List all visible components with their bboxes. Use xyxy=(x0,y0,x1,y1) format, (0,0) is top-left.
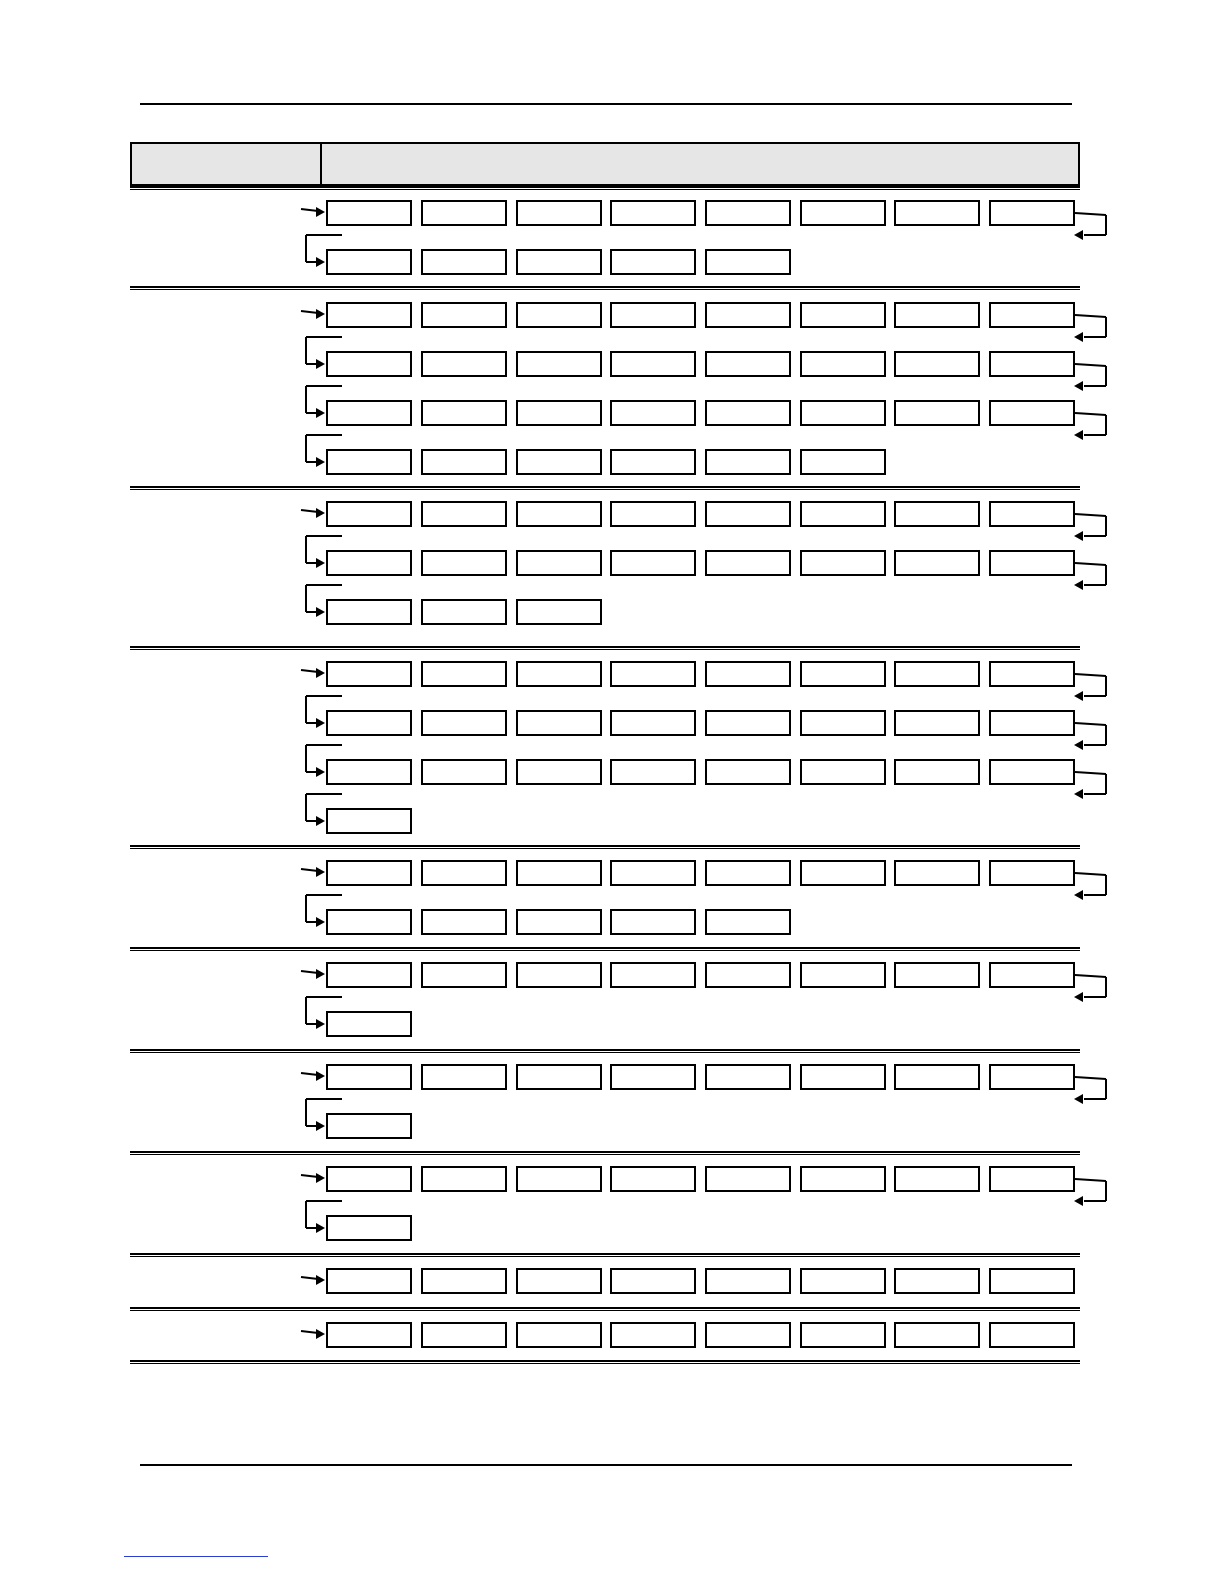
entry-arrow-shaft xyxy=(301,971,318,973)
entry-arrow-shaft xyxy=(301,209,318,211)
flow-cell xyxy=(705,501,791,527)
flow-cell xyxy=(610,1166,696,1192)
flow-cell xyxy=(989,661,1075,687)
flow-cell xyxy=(894,860,980,886)
continue-arrow-head xyxy=(1074,740,1083,750)
flow-cell xyxy=(894,200,980,226)
continue-arrow-top xyxy=(1075,413,1106,415)
continue-arrow-head xyxy=(1074,992,1083,1002)
group-separator xyxy=(130,1049,1080,1053)
flow-cell xyxy=(989,1064,1075,1090)
flow-cell xyxy=(421,1166,507,1192)
entry-arrow-head xyxy=(316,508,325,518)
flow-cell xyxy=(610,249,696,275)
flow-cell xyxy=(894,759,980,785)
flow-cell xyxy=(421,302,507,328)
flow-cell xyxy=(989,550,1075,576)
wrap-arrow-head xyxy=(316,457,325,467)
flow-cell xyxy=(705,449,791,475)
wrap-arrow-head xyxy=(316,1019,325,1029)
flow-cell xyxy=(989,1268,1075,1294)
flow-cell xyxy=(610,962,696,988)
flow-cell xyxy=(705,351,791,377)
flow-cell xyxy=(705,400,791,426)
continue-arrow-top xyxy=(1075,723,1106,725)
flow-cell xyxy=(516,759,602,785)
entry-arrow-shaft xyxy=(301,1331,318,1333)
continue-arrow-head xyxy=(1074,430,1083,440)
flow-cell xyxy=(326,501,412,527)
wrap-arrow-head xyxy=(316,257,325,267)
flow-cell xyxy=(516,200,602,226)
flow-cell xyxy=(421,710,507,736)
flow-cell xyxy=(421,200,507,226)
flow-cell xyxy=(421,661,507,687)
flow-cell xyxy=(421,599,507,625)
group-separator xyxy=(130,646,1080,650)
flow-cell xyxy=(421,449,507,475)
continue-arrow-head xyxy=(1074,1196,1083,1206)
entry-arrow-shaft xyxy=(301,1073,318,1075)
continue-arrow-top xyxy=(1075,975,1106,977)
flow-cell xyxy=(610,1268,696,1294)
flow-cell xyxy=(326,661,412,687)
flow-cell xyxy=(705,1064,791,1090)
flow-cell xyxy=(894,400,980,426)
flow-cell xyxy=(894,1166,980,1192)
flow-cell xyxy=(610,351,696,377)
flow-cell xyxy=(421,400,507,426)
flow-cell xyxy=(705,909,791,935)
continue-arrow-head xyxy=(1074,580,1083,590)
flow-cell xyxy=(326,302,412,328)
wrap-arrow-head xyxy=(316,359,325,369)
flow-cell xyxy=(610,400,696,426)
continue-arrow-head xyxy=(1074,789,1083,799)
entry-arrow-head xyxy=(316,668,325,678)
group-separator xyxy=(130,486,1080,490)
wrap-arrow-head xyxy=(316,718,325,728)
flow-cell xyxy=(516,1064,602,1090)
flow-cell xyxy=(326,599,412,625)
flow-cell xyxy=(326,1322,412,1348)
flow-cell xyxy=(894,661,980,687)
entry-arrow-shaft xyxy=(301,1175,318,1177)
flow-cell xyxy=(421,550,507,576)
entry-arrow-head xyxy=(316,969,325,979)
continue-arrow-head xyxy=(1074,531,1083,541)
entry-arrow-head xyxy=(316,309,325,319)
flow-cell xyxy=(516,351,602,377)
flow-cell xyxy=(989,302,1075,328)
flow-cell xyxy=(800,1322,886,1348)
flow-cell xyxy=(894,550,980,576)
group-separator xyxy=(130,845,1080,849)
flow-cell xyxy=(421,1064,507,1090)
flow-cell xyxy=(989,860,1075,886)
flow-cell xyxy=(326,860,412,886)
flow-cell xyxy=(326,249,412,275)
wrap-arrow-head xyxy=(316,558,325,568)
flow-cell xyxy=(421,351,507,377)
flow-cell xyxy=(610,759,696,785)
flow-cell xyxy=(421,962,507,988)
flow-cell xyxy=(894,1064,980,1090)
flow-cell xyxy=(989,400,1075,426)
flow-cell xyxy=(989,710,1075,736)
flow-cell xyxy=(326,550,412,576)
table-header xyxy=(130,142,1080,186)
flow-cell xyxy=(421,501,507,527)
flow-cell xyxy=(894,1322,980,1348)
flow-cell xyxy=(610,501,696,527)
continue-arrow-top xyxy=(1075,772,1106,774)
flow-cell xyxy=(516,710,602,736)
wrap-arrow-head xyxy=(316,917,325,927)
flow-cell xyxy=(326,909,412,935)
group-separator xyxy=(130,1360,1080,1364)
continue-arrow-top xyxy=(1075,514,1106,516)
flow-cell xyxy=(705,249,791,275)
continue-arrow-top xyxy=(1075,873,1106,875)
flow-cell xyxy=(705,1166,791,1192)
wrap-arrow-head xyxy=(316,607,325,617)
flow-cell xyxy=(800,962,886,988)
flow-cell xyxy=(421,1268,507,1294)
flow-cell xyxy=(989,501,1075,527)
flow-cell xyxy=(894,501,980,527)
flow-cell xyxy=(610,1064,696,1090)
flow-cell xyxy=(516,249,602,275)
flow-cell xyxy=(800,302,886,328)
flow-cell xyxy=(326,1268,412,1294)
continue-arrow-top xyxy=(1075,674,1106,676)
group-separator xyxy=(130,286,1080,290)
flow-cell xyxy=(894,962,980,988)
flow-cell xyxy=(610,710,696,736)
continue-arrow-head xyxy=(1074,691,1083,701)
continue-arrow-top xyxy=(1075,1179,1106,1181)
wrap-arrow-head xyxy=(316,1121,325,1131)
flow-cell xyxy=(610,1322,696,1348)
header-right-cell xyxy=(322,144,1078,184)
flow-cell xyxy=(421,1322,507,1348)
flow-cell xyxy=(326,1011,412,1037)
flow-cell xyxy=(326,1166,412,1192)
entry-arrow-head xyxy=(316,867,325,877)
bottom-rule xyxy=(140,1464,1072,1466)
flow-cell xyxy=(516,962,602,988)
flow-cell xyxy=(894,1268,980,1294)
flow-cell xyxy=(421,249,507,275)
flow-cell xyxy=(516,1322,602,1348)
flow-cell xyxy=(516,302,602,328)
flow-cell xyxy=(326,808,412,834)
flow-cell xyxy=(610,200,696,226)
flow-cell xyxy=(326,962,412,988)
flow-cell xyxy=(989,962,1075,988)
flow-cell xyxy=(800,1064,886,1090)
flow-cell xyxy=(326,351,412,377)
continue-arrow-head xyxy=(1074,381,1083,391)
flow-cell xyxy=(326,400,412,426)
group-separator xyxy=(130,1307,1080,1311)
flow-cell xyxy=(705,302,791,328)
flow-cell xyxy=(894,351,980,377)
flow-cell xyxy=(610,550,696,576)
flow-cell xyxy=(705,860,791,886)
continue-arrow-top xyxy=(1075,563,1106,565)
flow-cell xyxy=(800,550,886,576)
flow-cell xyxy=(705,1322,791,1348)
flow-cell xyxy=(705,710,791,736)
flow-cell xyxy=(894,710,980,736)
flow-cell xyxy=(516,501,602,527)
flow-cell xyxy=(800,1166,886,1192)
flow-cell xyxy=(705,962,791,988)
flow-cell xyxy=(516,1166,602,1192)
flow-cell xyxy=(610,909,696,935)
group-separator xyxy=(130,1151,1080,1155)
flow-cell xyxy=(610,860,696,886)
top-rule xyxy=(140,103,1072,105)
flow-cell xyxy=(326,1064,412,1090)
flow-cell xyxy=(516,1268,602,1294)
continue-arrow-top xyxy=(1075,1077,1106,1079)
flow-cell xyxy=(989,759,1075,785)
flow-cell xyxy=(326,1215,412,1241)
continue-arrow-top xyxy=(1075,315,1106,317)
flow-cell xyxy=(705,550,791,576)
flow-cell xyxy=(516,449,602,475)
flow-cell xyxy=(800,449,886,475)
flow-cell xyxy=(421,909,507,935)
entry-arrow-head xyxy=(316,1329,325,1339)
flow-cell xyxy=(800,710,886,736)
flow-cell xyxy=(421,860,507,886)
flow-cell xyxy=(516,909,602,935)
flow-cell xyxy=(326,449,412,475)
flow-cell xyxy=(516,400,602,426)
flow-cell xyxy=(989,351,1075,377)
flow-cell xyxy=(800,661,886,687)
flow-cell xyxy=(894,302,980,328)
flow-cell xyxy=(326,710,412,736)
wrap-arrow-head xyxy=(316,816,325,826)
continue-arrow-head xyxy=(1074,1094,1083,1104)
entry-arrow-head xyxy=(316,1275,325,1285)
flow-cell xyxy=(326,759,412,785)
header-left-cell xyxy=(132,144,320,184)
wrap-arrow-head xyxy=(316,767,325,777)
flow-cell xyxy=(800,400,886,426)
flow-cell xyxy=(705,200,791,226)
flow-cell xyxy=(516,661,602,687)
flow-cell xyxy=(800,860,886,886)
flow-cell xyxy=(989,1322,1075,1348)
flow-cell xyxy=(705,759,791,785)
entry-arrow-head xyxy=(316,1173,325,1183)
wrap-arrow-head xyxy=(316,1223,325,1233)
entry-arrow-shaft xyxy=(301,510,318,512)
entry-arrow-shaft xyxy=(301,869,318,871)
flow-cell xyxy=(421,759,507,785)
flow-cell xyxy=(800,501,886,527)
footer-link-underline[interactable] xyxy=(124,1556,268,1557)
group-separator xyxy=(130,186,1080,190)
flow-cell xyxy=(516,860,602,886)
flow-cell xyxy=(800,351,886,377)
flow-cell xyxy=(516,599,602,625)
wrap-arrow-head xyxy=(316,408,325,418)
flow-cell xyxy=(326,1113,412,1139)
group-separator xyxy=(130,947,1080,951)
flow-cell xyxy=(705,661,791,687)
flow-cell xyxy=(989,200,1075,226)
entry-arrow-head xyxy=(316,207,325,217)
entry-arrow-shaft xyxy=(301,311,318,313)
group-separator xyxy=(130,1253,1080,1257)
continue-arrow-head xyxy=(1074,332,1083,342)
continue-arrow-top xyxy=(1075,364,1106,366)
flow-cell xyxy=(610,449,696,475)
continue-arrow-head xyxy=(1074,890,1083,900)
entry-arrow-shaft xyxy=(301,1277,318,1279)
continue-arrow-top xyxy=(1075,213,1106,215)
entry-arrow-shaft xyxy=(301,670,318,672)
flow-cell xyxy=(705,1268,791,1294)
flow-cell xyxy=(610,661,696,687)
flow-cell xyxy=(800,759,886,785)
flow-cell xyxy=(610,302,696,328)
flow-cell xyxy=(326,200,412,226)
flow-cell xyxy=(800,200,886,226)
continue-arrow-head xyxy=(1074,230,1083,240)
flow-cell xyxy=(516,550,602,576)
flow-cell xyxy=(989,1166,1075,1192)
flow-cell xyxy=(800,1268,886,1294)
entry-arrow-head xyxy=(316,1071,325,1081)
